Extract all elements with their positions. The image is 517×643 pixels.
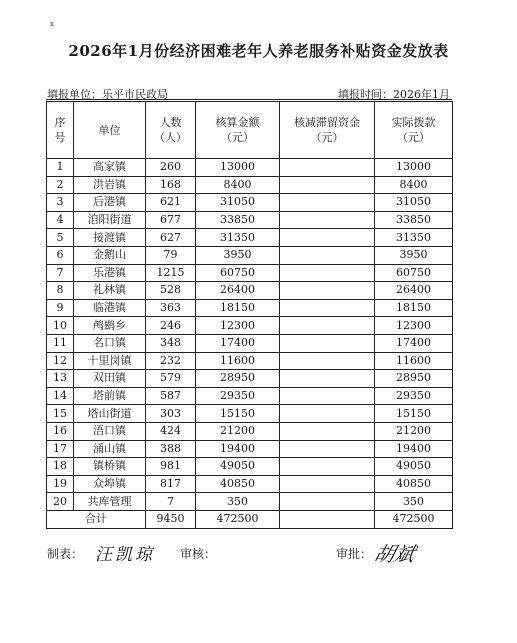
cell-withheld	[280, 299, 375, 317]
cell-actual: 60750	[375, 264, 453, 282]
cell-unit: 后港镇	[74, 194, 146, 212]
cell-people: 168	[146, 176, 196, 194]
cell-actual: 12300	[375, 317, 453, 335]
cell-actual: 350	[375, 493, 453, 511]
cell-people: 621	[146, 194, 196, 212]
cell-withheld	[280, 317, 375, 335]
cell-budget: 29350	[196, 387, 280, 405]
cell-actual: 15150	[375, 405, 453, 423]
cell-people: 817	[146, 475, 196, 493]
total-row	[47, 510, 453, 528]
table-row	[47, 317, 453, 335]
cell-actual: 17400	[375, 334, 453, 352]
cell-seq: 7	[47, 264, 74, 282]
table-row	[47, 475, 453, 493]
table-row	[47, 176, 453, 194]
table-row	[47, 370, 453, 388]
table-row	[47, 264, 453, 282]
cell-actual: 28950	[375, 370, 453, 388]
cell-withheld	[280, 422, 375, 440]
cell-unit: 接渡镇	[74, 229, 146, 247]
table-row	[47, 299, 453, 317]
table-row	[47, 246, 453, 264]
table-row	[47, 229, 453, 247]
cell-unit: 鸬鹚乡	[74, 317, 146, 335]
reviewed-by-label: 审核：	[180, 547, 217, 561]
cell-budget: 49050	[196, 458, 280, 476]
cell-unit: 镇桥镇	[74, 458, 146, 476]
document-title: 2026年1月份经济困难老年人养老服务补贴资金发放表	[68, 42, 449, 60]
table-row	[47, 159, 453, 177]
cell-withheld	[280, 334, 375, 352]
cell-unit: 金鹅山	[74, 246, 146, 264]
cell-actual: 3950	[375, 246, 453, 264]
cell-withheld	[280, 387, 375, 405]
cell-seq: 5	[47, 229, 74, 247]
cell-people: 587	[146, 387, 196, 405]
cell-actual: 18150	[375, 299, 453, 317]
cell-seq: 19	[47, 475, 74, 493]
cell-actual: 26400	[375, 282, 453, 300]
cell-actual: 31050	[375, 194, 453, 212]
cell-actual: 29350	[375, 387, 453, 405]
cell-unit: 洎阳街道	[74, 211, 146, 229]
cell-budget: 40850	[196, 475, 280, 493]
cell-budget: 28950	[196, 370, 280, 388]
header-actual: 实际拨款 （元）	[375, 102, 453, 159]
prepared-by-signature: 汪凯琼	[95, 545, 155, 565]
header-people: 人数 （人）	[146, 102, 196, 159]
cell-actual: 21200	[375, 422, 453, 440]
cell-budget: 350	[196, 493, 280, 511]
cell-people: 981	[146, 458, 196, 476]
cell-withheld	[280, 370, 375, 388]
cell-unit: 众埠镇	[74, 475, 146, 493]
cell-unit: 塔山街道	[74, 405, 146, 423]
cell-withheld	[280, 458, 375, 476]
cell-budget: 13000	[196, 159, 280, 177]
cell-actual: 40850	[375, 475, 453, 493]
cell-seq: 6	[47, 246, 74, 264]
cell-seq: 10	[47, 317, 74, 335]
cell-actual: 19400	[375, 440, 453, 458]
cell-actual: 8400	[375, 176, 453, 194]
cell-people: 388	[146, 440, 196, 458]
cell-unit: 乐港镇	[74, 264, 146, 282]
cell-people: 348	[146, 334, 196, 352]
cell-people: 7	[146, 493, 196, 511]
cell-budget: 11600	[196, 352, 280, 370]
cell-seq: 14	[47, 387, 74, 405]
cell-unit: 礼林镇	[74, 282, 146, 300]
cell-seq: 20	[47, 493, 74, 511]
cell-seq: 8	[47, 282, 74, 300]
cell-people: 579	[146, 370, 196, 388]
cell-seq: 1	[47, 159, 74, 177]
cell-withheld	[280, 246, 375, 264]
cell-budget: 18150	[196, 299, 280, 317]
table-row	[47, 334, 453, 352]
cell-seq: 3	[47, 194, 74, 212]
cell-seq: 12	[47, 352, 74, 370]
cell-people: 528	[146, 282, 196, 300]
cell-withheld	[280, 493, 375, 511]
cell-seq: 9	[47, 299, 74, 317]
cell-budget: 8400	[196, 176, 280, 194]
header-withheld: 核减滞留资金 （元）	[280, 102, 375, 159]
total-actual: 472500	[375, 510, 453, 528]
cell-budget: 3950	[196, 246, 280, 264]
cell-budget: 26400	[196, 282, 280, 300]
cell-budget: 19400	[196, 440, 280, 458]
cell-seq: 18	[47, 458, 74, 476]
header-seq: 序 号	[47, 102, 74, 159]
cell-withheld	[280, 211, 375, 229]
cell-people: 246	[146, 317, 196, 335]
cell-unit: 塔前镇	[74, 387, 146, 405]
cell-budget: 21200	[196, 422, 280, 440]
table-row	[47, 405, 453, 423]
cell-withheld	[280, 352, 375, 370]
header-budget: 核算金额 （元）	[196, 102, 280, 159]
table-row	[47, 352, 453, 370]
cell-budget: 33850	[196, 211, 280, 229]
corner-mark: x	[50, 20, 54, 28]
cell-people: 363	[146, 299, 196, 317]
table-row	[47, 387, 453, 405]
table-row	[47, 458, 453, 476]
cell-budget: 17400	[196, 334, 280, 352]
cell-budget: 12300	[196, 317, 280, 335]
total-label: 合计	[47, 510, 146, 528]
reporting-date: 填报时间：2026年1月	[338, 88, 450, 101]
cell-unit: 高家镇	[74, 159, 146, 177]
cell-withheld	[280, 229, 375, 247]
header-rule	[46, 99, 452, 100]
cell-unit: 临港镇	[74, 299, 146, 317]
cell-withheld	[280, 475, 375, 493]
cell-withheld	[280, 176, 375, 194]
cell-withheld	[280, 194, 375, 212]
cell-actual: 31350	[375, 229, 453, 247]
prepared-by-label: 制表：	[47, 547, 84, 561]
reporting-unit: 填报单位：乐平市民政局	[47, 88, 168, 101]
total-budget: 472500	[196, 510, 280, 528]
cell-unit: 十里岗镇	[74, 352, 146, 370]
cell-seq: 15	[47, 405, 74, 423]
header-unit: 单位	[74, 102, 146, 159]
subsidy-table	[46, 101, 453, 529]
cell-seq: 11	[47, 334, 74, 352]
table-row	[47, 493, 453, 511]
cell-actual: 49050	[375, 458, 453, 476]
approved-by-label: 审批：	[336, 547, 373, 561]
cell-withheld	[280, 159, 375, 177]
cell-seq: 4	[47, 211, 74, 229]
cell-withheld	[280, 405, 375, 423]
cell-actual: 33850	[375, 211, 453, 229]
table-row	[47, 422, 453, 440]
cell-actual: 13000	[375, 159, 453, 177]
cell-people: 79	[146, 246, 196, 264]
cell-budget: 31050	[196, 194, 280, 212]
cell-withheld	[280, 264, 375, 282]
table-row	[47, 282, 453, 300]
cell-people: 424	[146, 422, 196, 440]
cell-people: 627	[146, 229, 196, 247]
cell-budget: 15150	[196, 405, 280, 423]
approved-by-signature: 胡斌	[371, 542, 418, 566]
table-row	[47, 194, 453, 212]
cell-withheld	[280, 282, 375, 300]
table-header-row	[47, 102, 453, 159]
cell-unit: 共库管理	[74, 493, 146, 511]
cell-unit: 双田镇	[74, 370, 146, 388]
cell-withheld	[280, 440, 375, 458]
cell-unit: 洪岩镇	[74, 176, 146, 194]
cell-unit: 浯口镇	[74, 422, 146, 440]
cell-unit: 涌山镇	[74, 440, 146, 458]
cell-actual: 11600	[375, 352, 453, 370]
cell-seq: 17	[47, 440, 74, 458]
cell-seq: 2	[47, 176, 74, 194]
cell-budget: 60750	[196, 264, 280, 282]
cell-people: 303	[146, 405, 196, 423]
table-row	[47, 440, 453, 458]
cell-people: 260	[146, 159, 196, 177]
cell-people: 232	[146, 352, 196, 370]
cell-unit: 名口镇	[74, 334, 146, 352]
cell-people: 677	[146, 211, 196, 229]
cell-seq: 13	[47, 370, 74, 388]
table-body	[47, 159, 453, 511]
cell-seq: 16	[47, 422, 74, 440]
table-row	[47, 211, 453, 229]
cell-people: 1215	[146, 264, 196, 282]
total-people: 9450	[146, 510, 196, 528]
cell-budget: 31350	[196, 229, 280, 247]
total-withheld	[280, 510, 375, 528]
